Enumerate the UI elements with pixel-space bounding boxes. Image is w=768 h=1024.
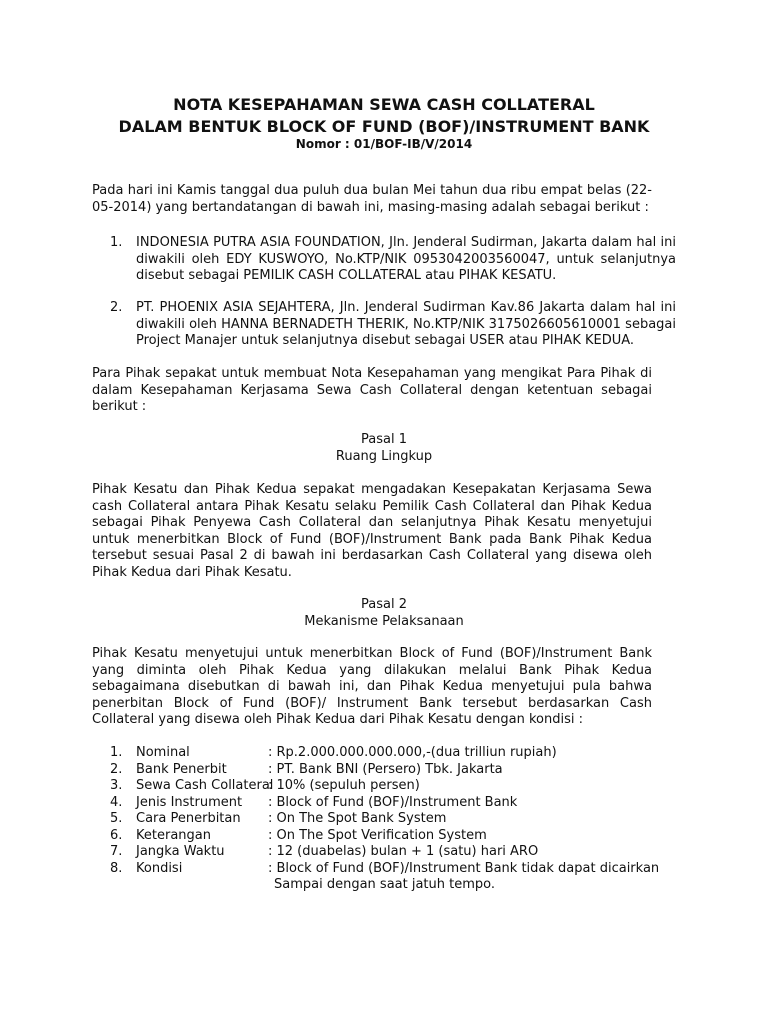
condition-number: 3. (110, 778, 123, 793)
condition-item (110, 778, 670, 795)
party-2-text: PT. PHOENIX ASIA SEJAHTERA, Jln. Jenderal Sudirman Kav.86 Jakarta dalam hal ini diwakili oleh HANNA BERNADETH THERIK, No.KTP/NIK 3175026605610001 sebagai Project Manajer untuk selanjutnya disebut sebagai USER atau PIHAK KEDUA. (136, 300, 676, 348)
condition-number: 5. (110, 811, 123, 826)
condition-value: : Rp.2.000.000.000.000,-(dua trilliun rupiah) (268, 745, 557, 760)
condition-label: Cara Penerbitan (136, 811, 241, 826)
condition-value: : 12 (duabelas) bulan + 1 (satu) hari ARO (268, 844, 539, 859)
condition-label: Jenis Instrument (136, 794, 243, 810)
condition-value: : On The Spot Bank System (268, 811, 447, 826)
condition-value: : PT. Bank BNI (Persero) Tbk. Jakarta (268, 761, 503, 777)
party-1-text: INDONESIA PUTRA ASIA FOUNDATION, Jln. Jenderal Sudirman, Jakarta dalam hal ini diwakili oleh EDY KUSWOYO, No.KTP/NIK 0953042003560047, untuk selanjutnya disebut sebagai PEMILIK CASH COLLATERAL atau PIHAK KESATU. (136, 235, 676, 283)
pasal-1-paragraph: Pihak Kesatu dan Pihak Kedua sepakat mengadakan Kesepakatan Kerjasama Sewa cash Collateral antara Pihak Kesatu selaku Pemilik Cash Collateral dan Pihak Kedua sebagai Pihak Penyewa Cash Collateral dan selanjutnya Pihak Kesatu menyetujui untuk menerbitkan Block of Fund (BOF)/Instrument Bank pada Bank Pihak Kedua tersebut sesuai Pasal 2 di bawah ini berdasarkan Cash Collateral yang disewa oleh Pihak Kedua dari Pihak Kesatu. (92, 482, 652, 580)
condition-number: 2. (110, 761, 123, 777)
condition-label: Bank Penerbit (136, 761, 227, 777)
intro-paragraph: Pada hari ini Kamis tanggal dua puluh dua bulan Mei tahun dua ribu empat belas (22-05-2014) yang bertandatangan di bawah ini, masing-masing adalah sebagai berikut : (92, 183, 652, 215)
party-1-number: 1. (110, 235, 123, 250)
document-number: Nomor : 01/BOF-IB/V/2014 (295, 137, 473, 151)
condition-label: Nominal (136, 745, 190, 760)
condition-value: : Block of Fund (BOF)/Instrument Bank (268, 794, 518, 810)
pasal-2-paragraph: Pihak Kesatu menyetujui untuk menerbitkan Block of Fund (BOF)/Instrument Bank yang diminta oleh Pihak Kedua yang dilakukan melalui Bank Pihak Kedua sebagaimana disebutkan di bawah ini, dan Pihak Kedua menyetujui pula bahwa penerbitan Block of Fund (BOF)/ Instrument Bank tersebut berdasarkan Cash Collateral yang disewa oleh Pihak Kedua dari Pihak Kesatu dengan kondisi : (92, 646, 652, 727)
condition-label: Jangka Waktu (136, 844, 225, 859)
condition-label: Sewa Cash Collateral (136, 778, 274, 793)
condition-item (110, 844, 670, 861)
condition-item (110, 795, 670, 812)
pasal-1-subheading: Ruang Lingkup (335, 449, 433, 464)
condition-number: 6. (110, 827, 123, 843)
pasal-2-subheading: Mekanisme Pelaksanaan (304, 614, 464, 629)
condition-number: 7. (110, 844, 123, 859)
condition-item (110, 762, 670, 779)
condition-number: 4. (110, 794, 123, 810)
condition-number: 1. (110, 745, 123, 760)
condition-item (110, 828, 670, 845)
document-title-line1: NOTA KESEPAHAMAN SEWA CASH COLLATERAL (173, 95, 595, 114)
pasal-2-heading: Pasal 2 (361, 597, 407, 612)
condition-item (110, 811, 670, 828)
condition-value: : On The Spot Verification System (268, 827, 487, 843)
pasal-1-heading: Pasal 1 (361, 432, 407, 447)
condition-value: : 10% (sepuluh persen) (268, 778, 420, 793)
condition-value: : Block of Fund (BOF)/Instrument Bank tidak dapat dicairkan (268, 860, 660, 876)
party-2-number: 2. (110, 300, 123, 315)
condition-label: Kondisi (136, 860, 183, 876)
condition-number: 8. (110, 860, 123, 876)
condition-item (110, 745, 670, 762)
condition-item (110, 861, 670, 878)
document-title-line2: DALAM BENTUK BLOCK OF FUND (BOF)/INSTRUMENT BANK (118, 117, 650, 136)
agreement-paragraph: Para Pihak sepakat untuk membuat Nota Kesepahaman yang mengikat Para Pihak di dalam Kesepahaman Kerjasama Sewa Cash Collateral dengan ketentuan sebagai berikut : (92, 366, 652, 414)
condition-8-continuation: Sampai dengan saat jatuh tempo. (274, 877, 496, 892)
condition-label: Keterangan (136, 827, 211, 843)
